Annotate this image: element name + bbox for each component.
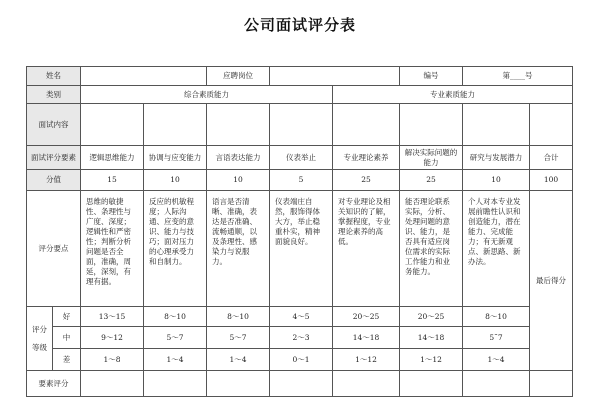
element-expression: 言语表达能力: [207, 146, 270, 170]
grade-range: 9～12: [81, 327, 144, 349]
grade-range: 1～4: [144, 349, 207, 371]
grade-range: 5˜7: [463, 327, 530, 349]
category-general: 综合素质能力: [81, 86, 333, 104]
criteria-label: 评分要点: [27, 191, 81, 307]
grade-level-name: 差: [53, 349, 81, 371]
sequence-label: 第____号: [463, 67, 573, 86]
grade-level-name: 好: [53, 307, 81, 327]
grade-label-bottom: 等级: [32, 342, 47, 352]
score-value: 10: [463, 170, 530, 191]
grade-range: 1～12: [333, 349, 400, 371]
criteria-text: 反应的机敏程度；人际沟通、应变的意识、能力与技巧；面对压力的心理承受力和自制力。: [144, 191, 207, 307]
grade-range: 4～5: [270, 307, 333, 327]
grade-label-top: 评分: [32, 324, 47, 334]
score-value: 25: [333, 170, 400, 191]
element-coordination: 协调与应变能力: [144, 146, 207, 170]
content-cell[interactable]: [81, 104, 144, 146]
category-row: [27, 86, 573, 104]
final-score-cell: 最后得分: [530, 191, 573, 371]
score-value: 25: [400, 170, 463, 191]
interview-score-table: [26, 66, 573, 397]
criteria-row: [27, 191, 573, 307]
info-row: [27, 67, 573, 86]
element-score-label: 要素评分: [27, 371, 81, 397]
category-label: 类别: [27, 86, 81, 104]
score-value: 10: [207, 170, 270, 191]
element-score-row: [27, 371, 573, 397]
grade-row-medium: [27, 327, 573, 349]
grade-range: 8～10: [207, 307, 270, 327]
content-cell[interactable]: [333, 104, 400, 146]
grade-range: 5～7: [144, 327, 207, 349]
grade-range: 1～4: [463, 349, 530, 371]
criteria-text: 语言是否清晰、准确，表达是否准确、流畅通顺，以及条理性、感染力与说服力。: [207, 191, 270, 307]
grade-range: 1～12: [400, 349, 463, 371]
elements-row: [27, 146, 573, 170]
grade-row-poor: [27, 349, 573, 371]
element-manner: 仪表举止: [270, 146, 333, 170]
score-value: 5: [270, 170, 333, 191]
element-score-cell[interactable]: [144, 371, 207, 397]
element-score-cell[interactable]: [333, 371, 400, 397]
grade-range: 1～8: [81, 349, 144, 371]
grade-range: 20～25: [333, 307, 400, 327]
element-score-cell[interactable]: [81, 371, 144, 397]
grade-range: 0～1: [270, 349, 333, 371]
element-potential: 研究与发展潜力: [463, 146, 530, 170]
content-label: 面试内容: [27, 104, 81, 146]
grade-range: 14～18: [333, 327, 400, 349]
element-score-cell[interactable]: [463, 371, 530, 397]
score-value: 100: [530, 170, 573, 191]
content-row: [27, 104, 573, 146]
content-cell[interactable]: [400, 104, 463, 146]
score-value: 15: [81, 170, 144, 191]
name-field[interactable]: [81, 67, 207, 86]
grade-label: [27, 307, 53, 371]
position-label: 应聘岗位: [207, 67, 270, 86]
content-cell[interactable]: [463, 104, 530, 146]
element-total: 合计: [530, 146, 573, 170]
name-label: 姓名: [27, 67, 81, 86]
element-score-cell[interactable]: [530, 371, 573, 397]
position-field[interactable]: [270, 67, 400, 86]
grade-range: 8～10: [144, 307, 207, 327]
grade-range: 5～7: [207, 327, 270, 349]
criteria-text: 能否理论联系实际，分析、处理问题的意识、能力，是否具有适应岗位需求的实际工作能力和业务能力。: [400, 191, 463, 307]
scores-label: 分值: [27, 170, 81, 191]
criteria-text: 对专业理论及相关知识的了解，掌握程度，专业理论素养的高低。: [333, 191, 400, 307]
grade-level-name: 中: [53, 327, 81, 349]
criteria-text: 思维的敏捷性、条理性与广度、深度；逻辑性和严密性；判断分析问题是否全面，准确，周延，深刻，有理有据。: [81, 191, 144, 307]
number-label: 编号: [400, 67, 463, 86]
element-logic: 逻辑思维能力: [81, 146, 144, 170]
grade-range: 2～3: [270, 327, 333, 349]
category-professional: 专业素质能力: [333, 86, 573, 104]
content-cell[interactable]: [270, 104, 333, 146]
elements-label: 面试评分要素: [27, 146, 81, 170]
content-cell[interactable]: [530, 104, 573, 146]
element-score-cell[interactable]: [270, 371, 333, 397]
grade-range: 20～25: [400, 307, 463, 327]
content-cell[interactable]: [144, 104, 207, 146]
scores-row: [27, 170, 573, 191]
element-problem-solving: 解决实际问题的能力: [400, 146, 463, 170]
content-cell[interactable]: [207, 104, 270, 146]
grade-range: 13～15: [81, 307, 144, 327]
criteria-text: 个人对本专业发展前瞻性认识和创造能力，潜在能力、完成能力；有无新观点、新思路、新办法。: [463, 191, 530, 307]
grade-range: 1～4: [207, 349, 270, 371]
page-title: 公司面试评分表: [243, 16, 356, 34]
element-score-cell[interactable]: [207, 371, 270, 397]
element-theory: 专业理论素养: [333, 146, 400, 170]
criteria-text: 仪表端庄自然，服饰得体大方，举止稳重朴实，精神面貌良好。: [270, 191, 333, 307]
score-value: 10: [144, 170, 207, 191]
grade-range: 8～10: [463, 307, 530, 327]
element-score-cell[interactable]: [400, 371, 463, 397]
grade-row-good: [27, 307, 573, 327]
grade-range: 14～18: [400, 327, 463, 349]
